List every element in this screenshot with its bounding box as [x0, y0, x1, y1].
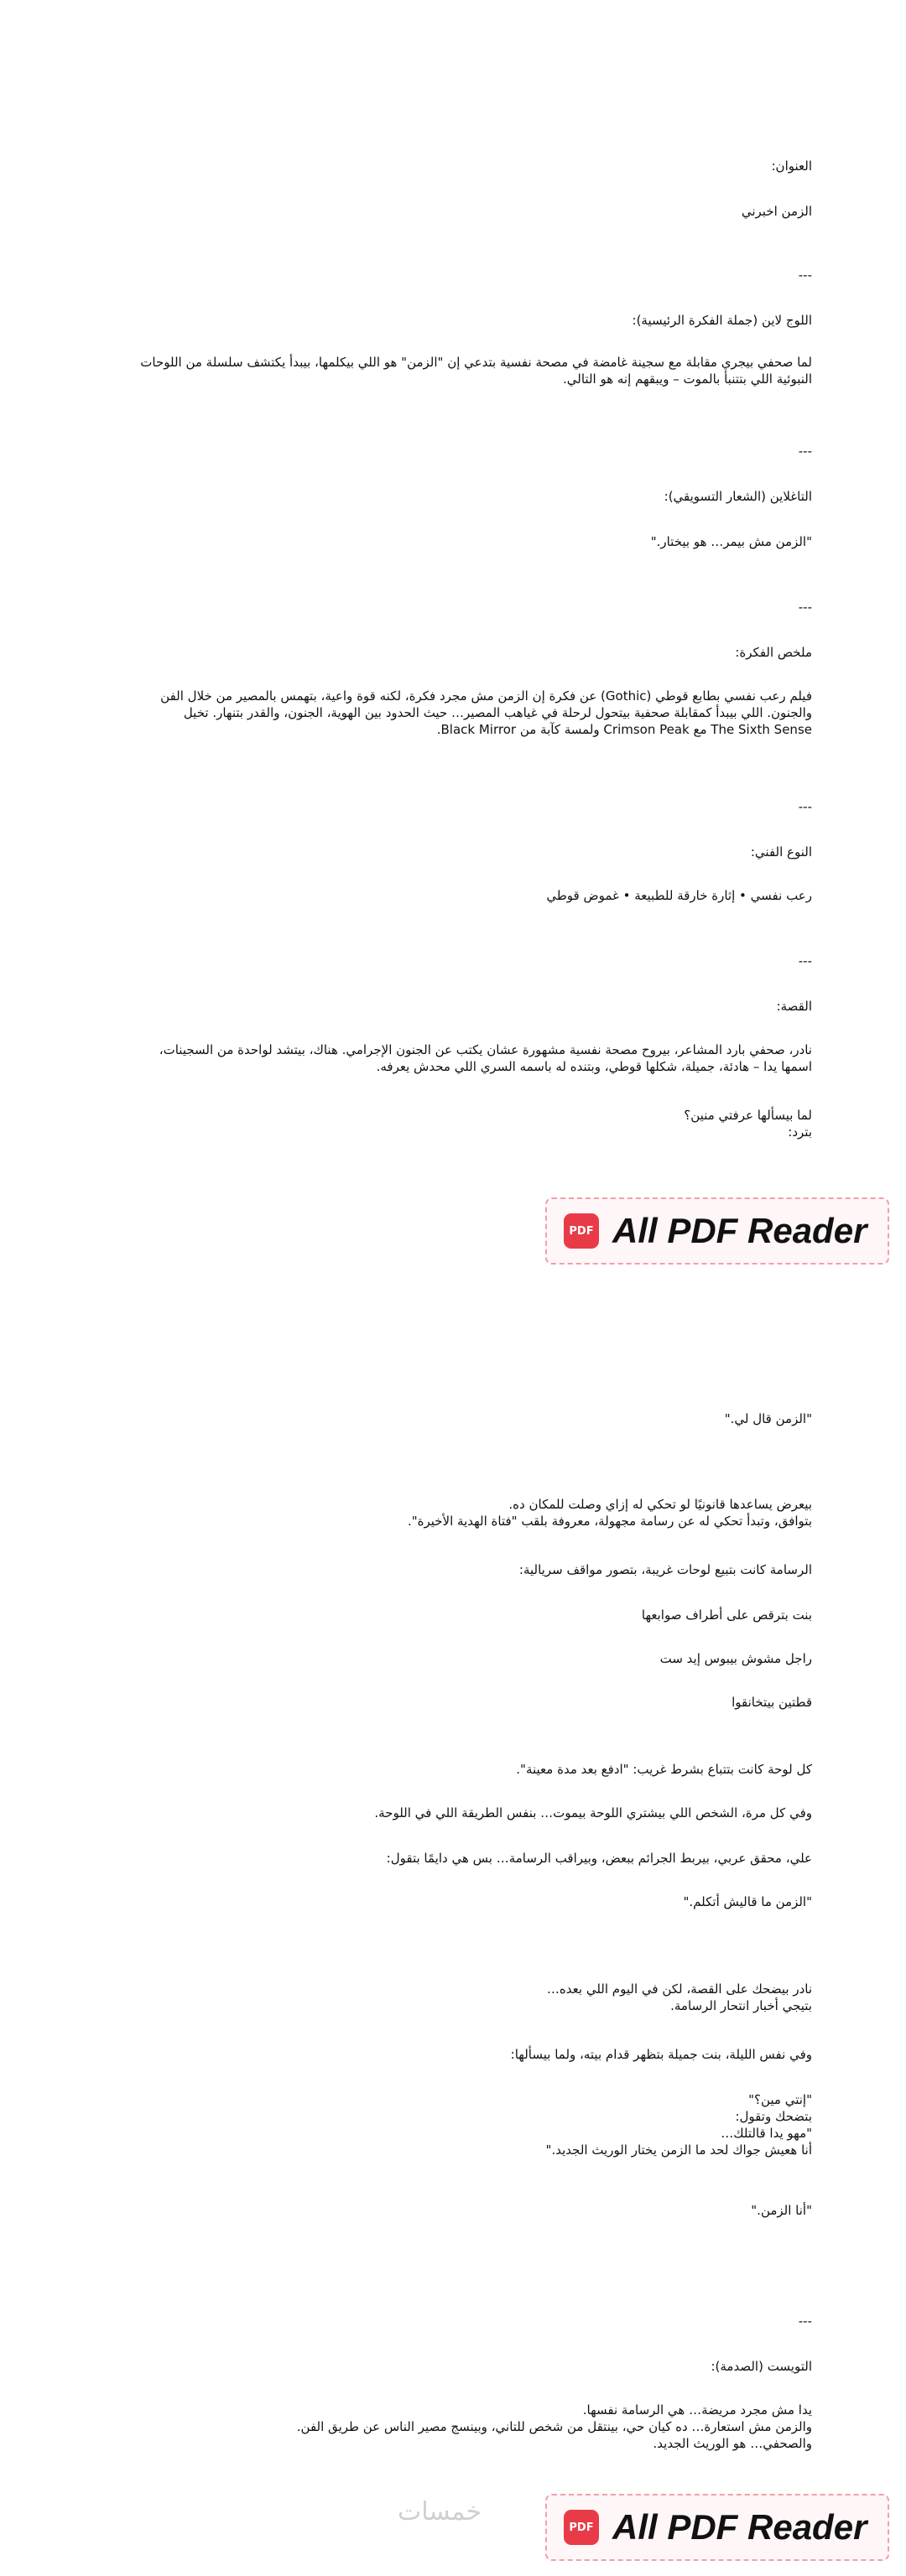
- genre-heading: النوع الفني:: [750, 844, 812, 860]
- story-paragraph: الرسامة كانت بتبيع لوحات غريبة، بتصور مواقف سريالية:: [518, 1562, 812, 1577]
- painting-item: بنت بترقص على أطراف صوابعها: [641, 1607, 812, 1623]
- tagline-heading: التاغلاين (الشعار التسويقي):: [664, 489, 812, 504]
- separator: ---: [798, 600, 812, 615]
- story-heading: القصة:: [776, 999, 812, 1014]
- summary-heading: ملخص الفكرة:: [735, 645, 812, 660]
- twist-heading: التويست (الصدمة):: [711, 2359, 812, 2374]
- story-paragraph: وفي نفس الليلة، بنت جميلة بتظهر قدام بيته، ولما بيسألها:: [510, 2047, 812, 2062]
- twist-text: يدا مش مجرد مريضة… هي الرسامة نفسها. والزمن مش استعارة… ده كيان حي، بينتقل من شخص للتاني، وبينسج مصير الناس عن طريق الفن. والصحفي… هو الوريث الجديد.: [296, 2402, 812, 2451]
- pdf-logo-icon: PDF: [564, 2510, 599, 2545]
- story-paragraph: وفي كل مرة، الشخص اللي بيشتري اللوحة بيموت… بنفس الطريقة اللي في اللوحة.: [374, 1805, 812, 1820]
- painting-item: قطتين بيتخانقوا: [732, 1695, 812, 1710]
- story-paragraph: كل لوحة كانت بتتباع بشرط غريب: "ادفع بعد مدة معينة".: [516, 1762, 812, 1777]
- site-watermark: خمسات: [398, 2497, 482, 2527]
- ad-banner[interactable]: [545, 1197, 889, 1265]
- story-paragraph: لما بيسألها عرفتي منين؟ بترد:: [684, 1108, 812, 1140]
- tagline-text: "الزمن مش بيمر… هو بيختار.": [650, 534, 812, 549]
- story-paragraph: نادر بيضحك على القصة، لكن في اليوم اللي بعده… بتيجي أخبار انتحار الرسامة.: [546, 1981, 812, 2013]
- logline-heading: اللوج لاين (جملة الفكرة الرئيسية):: [632, 313, 812, 328]
- logline-text: لما صحفي بيجري مقابلة مع سجينة غامضة في مصحة نفسية بتدعي إن "الزمن" هو اللي بيكلمها، بيبدأ يكتشف سلسلة من اللوحات النبوئية اللي بتتنبأ بالموت – ويبقهم إنه هو التالي.: [140, 355, 812, 387]
- separator: ---: [798, 444, 812, 459]
- separator: ---: [798, 799, 812, 814]
- painting-item: راجل مشوش بيبوس إيد ست: [659, 1651, 812, 1666]
- genre-text: رعب نفسي • إثارة خارقة للطبيعة • غموض قوطي: [546, 888, 812, 903]
- story-quote: "الزمن ما قاليش أتكلم.": [683, 1894, 812, 1909]
- ad-banner-name: All PDF Reader: [612, 1211, 867, 1250]
- story-quote: "أنا الزمن.": [751, 2203, 812, 2218]
- ad-banner-name: All PDF Reader: [612, 2507, 867, 2547]
- summary-text: فيلم رعب نفسي بطابع قوطي (Gothic) عن فكرة إن الزمن مش مجرد فكرة، لكنه قوة واعية، بتهمس بالمصير من خلال الفن والجنون. اللي بيبدأ كمقابلة صحفية بيتحول لرحلة في غياهب المصير… حيث الحدود بين الهوية، الجنون، والقدر بتنهار. تخيل The Sixth Sense مع Crimson Peak ولمسة كآبة من Black Mirror.: [160, 688, 812, 737]
- story-paragraph: بيعرض يساعدها قانونيًا لو تحكي له إزاي وصلت للمكان ده. بتوافق، وتبدأ تحكي له عن رسامة مجهولة، معروفة بلقب "فتاة الهدية الأخيرة".: [407, 1497, 812, 1529]
- pdf-logo-icon: PDF: [564, 1213, 599, 1249]
- ad-banner[interactable]: [545, 2494, 889, 2561]
- separator: ---: [798, 2314, 812, 2329]
- story-dialogue: "إنتي مين؟" بتضحك وتقول: "مهو يدا قالتلك… أنا هعيش جواك لحد ما الزمن يختار الوريث الجديد.": [545, 2092, 812, 2158]
- title-label: العنوان:: [771, 158, 812, 174]
- title-value: الزمن اخبرني: [741, 204, 812, 219]
- story-paragraph: نادر، صحفي بارد المشاعر، بيروح مصحة نفسية مشهورة عشان يكتب عن الجنون الإجرامي. هناك، بيتشد لواحدة من السجينات، اسمها يدا – هادئة، جميلة، شكلها قوطي، وبتنده له باسمه السري اللي محدش يعرفه.: [159, 1042, 812, 1074]
- story-quote: "الزمن قال لي.": [724, 1411, 812, 1426]
- story-paragraph: علي، محقق عربي، بيربط الجرائم ببعض، وبيراقب الرسامة… بس هي دايمًا بتقول:: [386, 1851, 812, 1866]
- separator: ---: [798, 953, 812, 969]
- separator: ---: [798, 267, 812, 283]
